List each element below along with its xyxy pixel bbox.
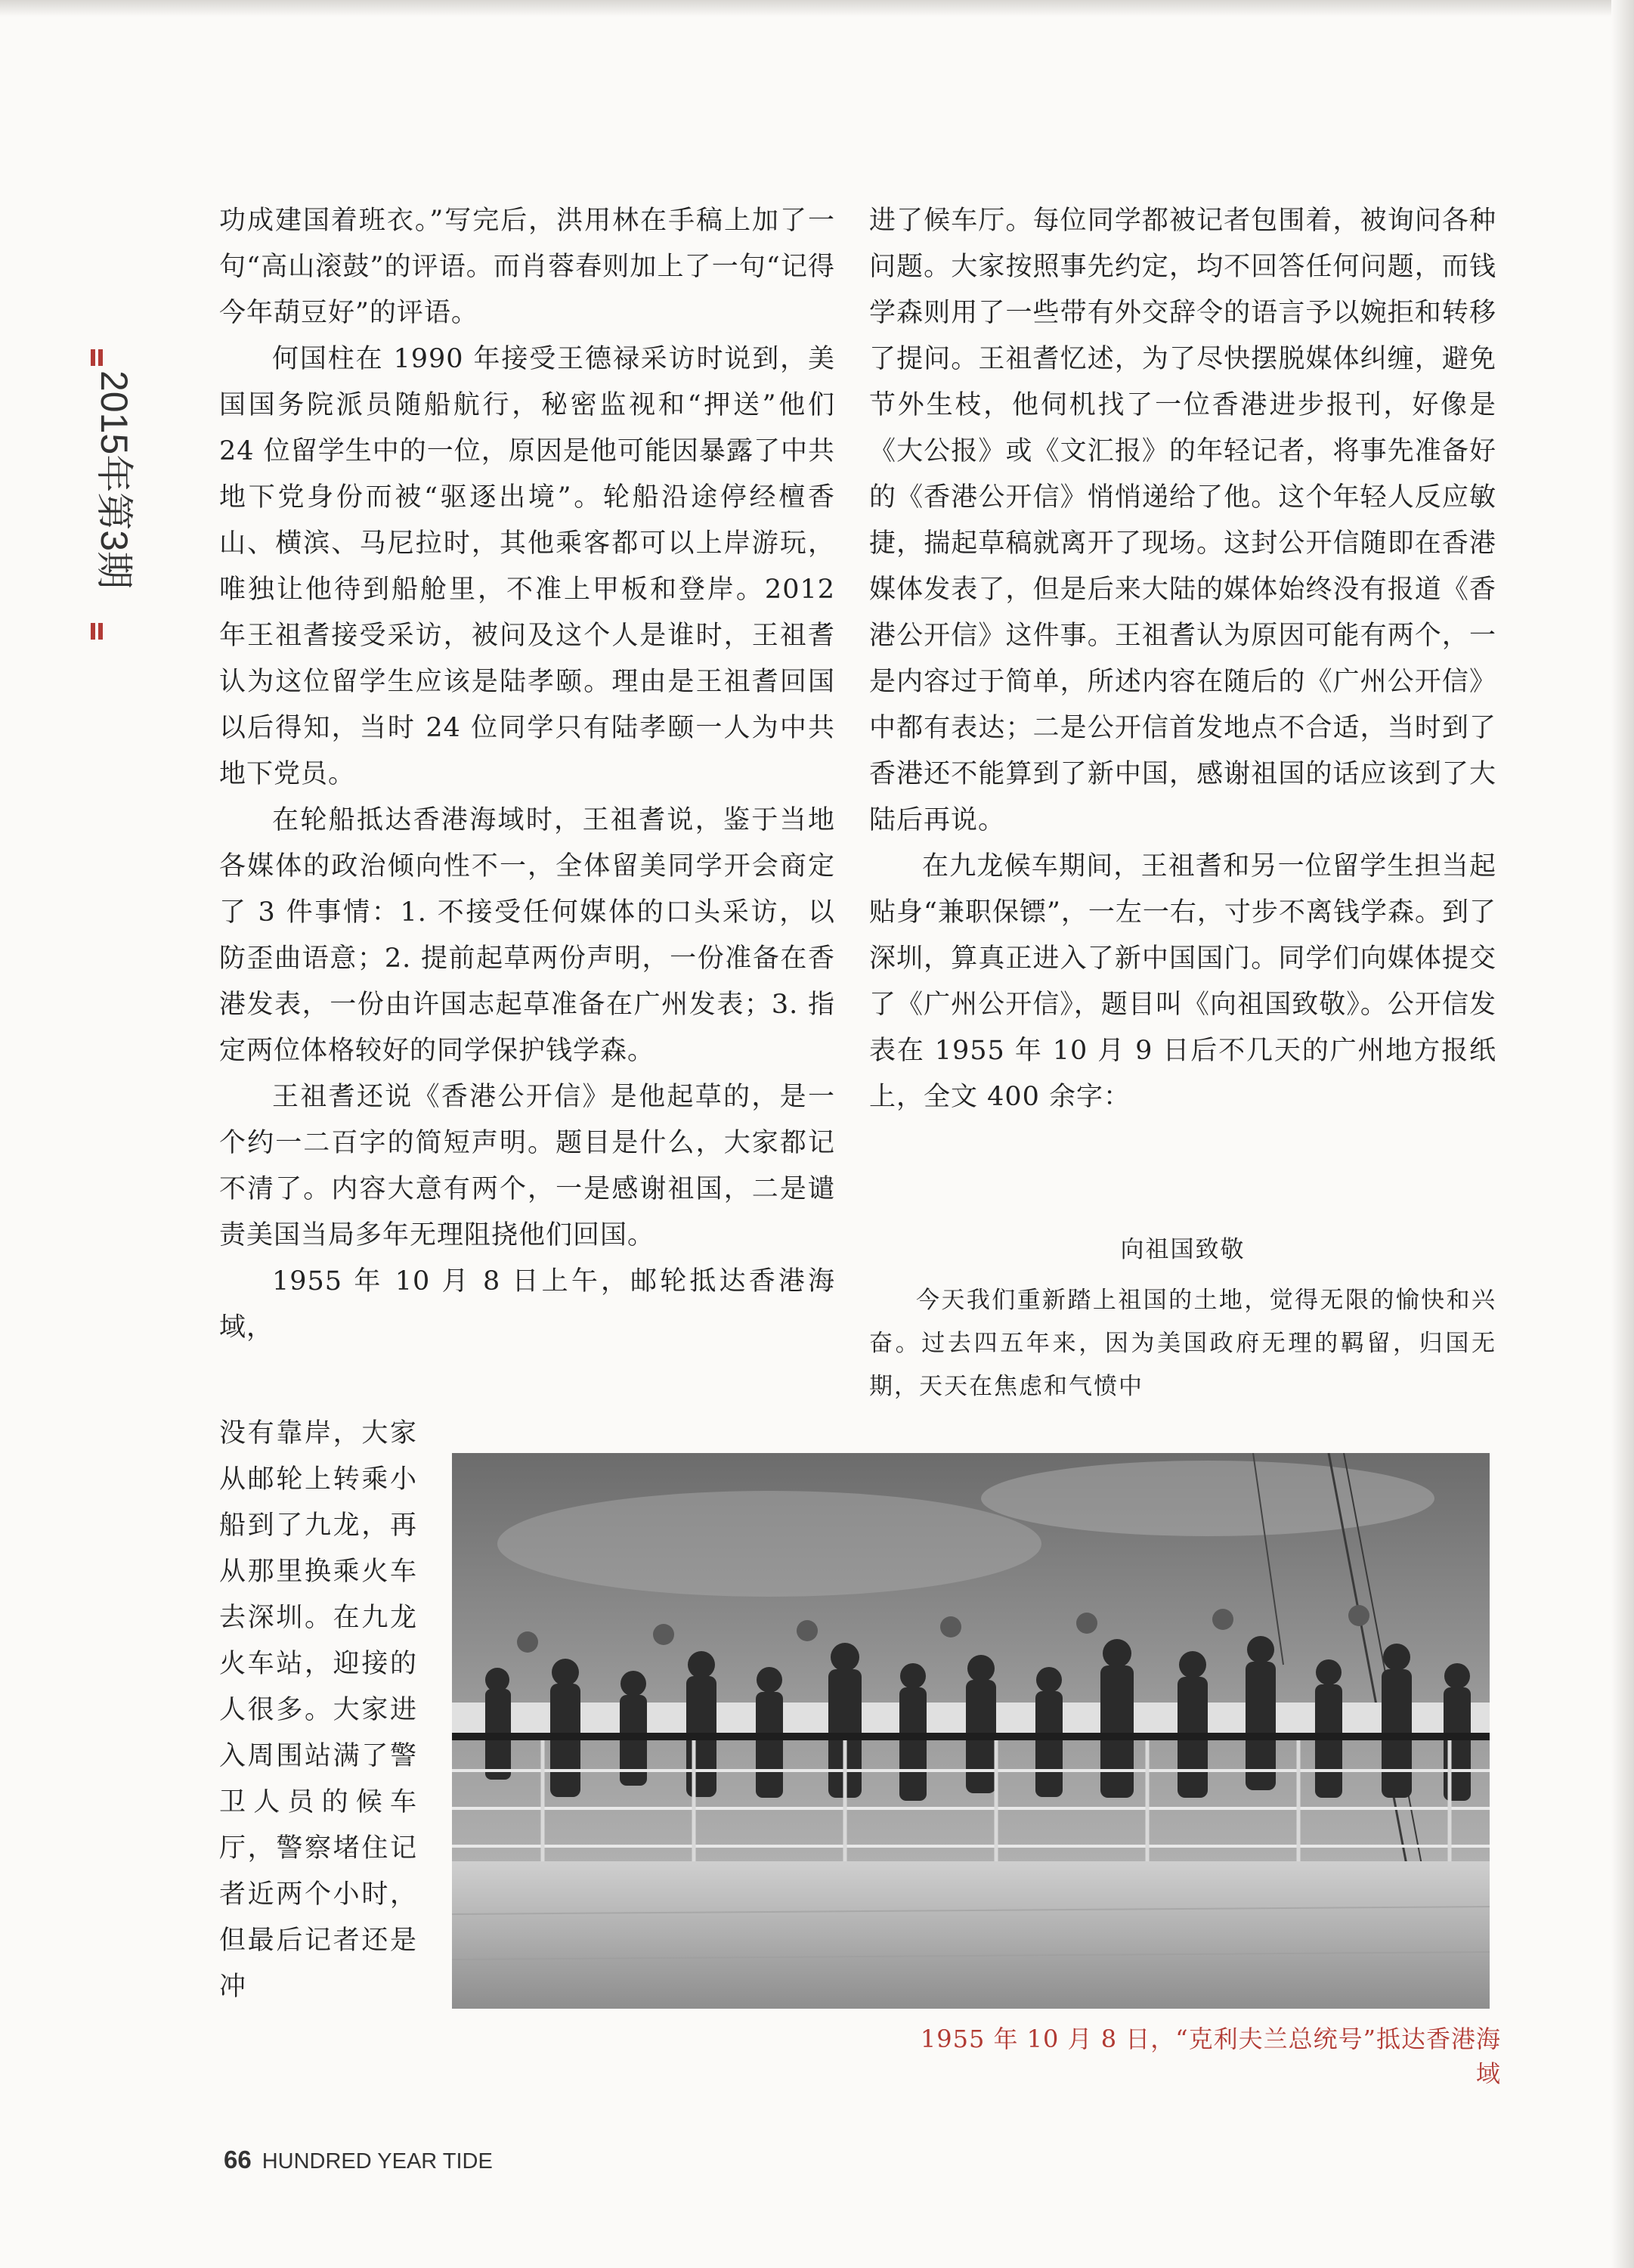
issue-marker-bar: [98, 349, 103, 366]
letter-body: 今天我们重新踏上祖国的土地，觉得无限的愉快和兴奋。过去四五年来，因为美国政府无理的羁留，归国无期，天天在焦虑和气愤中: [869, 1287, 1496, 1400]
page-footer: [224, 2146, 493, 2174]
paragraph: 功成建国着班衣。”写完后，洪用林在手稿上加了一句“高山滚鼓”的评语。而肖蓉春则加上了一句“记得今年葫豆好”的评语。: [219, 206, 835, 328]
paragraph: 1955 年 10 月 8 日上午，邮轮抵达香港海域，: [219, 1266, 835, 1343]
issue-marker-bar: [91, 349, 95, 366]
paragraph: 没有靠岸，大家从邮轮上转乘小船到了九龙，再从那里换乘火车去深圳。在九龙火车站，迎接的人很多。大家进入周围站满了警卫人员的候车厅，警察堵住记者近两个小时，但最后记者还是冲: [219, 1418, 417, 2002]
page-number: 66: [224, 2146, 252, 2174]
issue-marker-bar: [98, 623, 103, 640]
right-column: [869, 198, 1496, 1120]
paragraph: 在轮船抵达香港海域时，王祖耆说，鉴于当地各媒体的政治倾向性不一，全体留美同学开会商定了 3 件事情：1. 不接受任何媒体的口头采访，以防歪曲语意；2. 提前起草两份声明，一份准备在香港发表，一份由许国志起草准备在广州发表；3. 指定两位体格较好的同学保护钱学森。: [219, 805, 835, 1066]
paragraph: 进了候车厅。每位同学都被记者包围着，被询问各种问题。大家按照事先约定，均不回答任何问题，而钱学森则用了一些带有外交辞令的语言予以婉拒和转移了提问。王祖耆忆述，为了尽快摆脱媒体纠缠，避免节外生枝，他伺机找了一位香港进步报刊，好像是《大公报》或《文汇报》的年轻记者，将事先准备好的《香港公开信》悄悄递给了他。这个年轻人反应敏捷，揣起草稿就离开了现场。这封公开信随即在香港媒体发表了，但是后来大陆的媒体始终没有报道《香港公开信》这件事。王祖耆认为原因可能有两个，一是内容过于简单，所述内容在随后的《广州公开信》中都有表达；二是公开信首发地点不合适，当时到了香港还不能算到了新中国，感谢祖国的话应该到了大陆后再说。: [869, 206, 1496, 835]
paragraph: 王祖耆还说《香港公开信》是他起草的，是一个约一二百字的简短声明。题目是什么，大家都记不清了。内容大意有两个，一是感谢祖国，二是谴责美国当局多年无理阻挠他们回国。: [219, 1082, 835, 1250]
issue-date: 2015年第3期: [93, 370, 135, 590]
issue-marker: [85, 349, 138, 652]
narrow-column: [219, 1411, 417, 2010]
magazine-name: HUNDRED YEAR TIDE: [262, 2149, 493, 2174]
paragraph: 在九龙候车期间，王祖耆和另一位留学生担当起贴身“兼职保镖”，一左一右，寸步不离钱学森。到了深圳，算真正进入了新中国国门。同学们向媒体提交了《广州公开信》，题目叫《向祖国致敬》。公开信发表在 1955 年 10 月 9 日后不几天的广州地方报纸上，全文 400 余字：: [869, 851, 1496, 1112]
paragraph: 何国柱在 1990 年接受王德禄采访时说到，美国国务院派员随船航行，秘密监视和“押送”他们 24 位留学生中的一位，原因是他可能因暴露了中共地下党身份而被“驱逐出境”。轮船沿途停经檀香山、横滨、马尼拉时，其他乘客都可以上岸游玩，唯独让他待到船舱里，不准上甲板和登岸。2012 年王祖耆接受采访，被问及这个人是谁时，王祖耆认为这位留学生应该是陆孝颐。理由是王祖耆回国以后得知，当时 24 位同学只有陆孝颐一人为中共地下党员。: [219, 344, 835, 789]
ship-deck-photo: [452, 1453, 1490, 2009]
scan-edge-right: [1611, 0, 1634, 2268]
issue-marker-bar: [91, 623, 95, 640]
left-column: [219, 198, 835, 1351]
letter-title: 向祖国致敬: [1120, 1236, 1246, 1263]
photo-caption: 1955 年 10 月 8 日，“克利夫兰总统号”抵达香港海域: [920, 2025, 1501, 2088]
quoted-letter: [869, 1228, 1496, 1408]
scan-edge-top: [0, 0, 1634, 17]
photo-illustration: [452, 1453, 1490, 2009]
